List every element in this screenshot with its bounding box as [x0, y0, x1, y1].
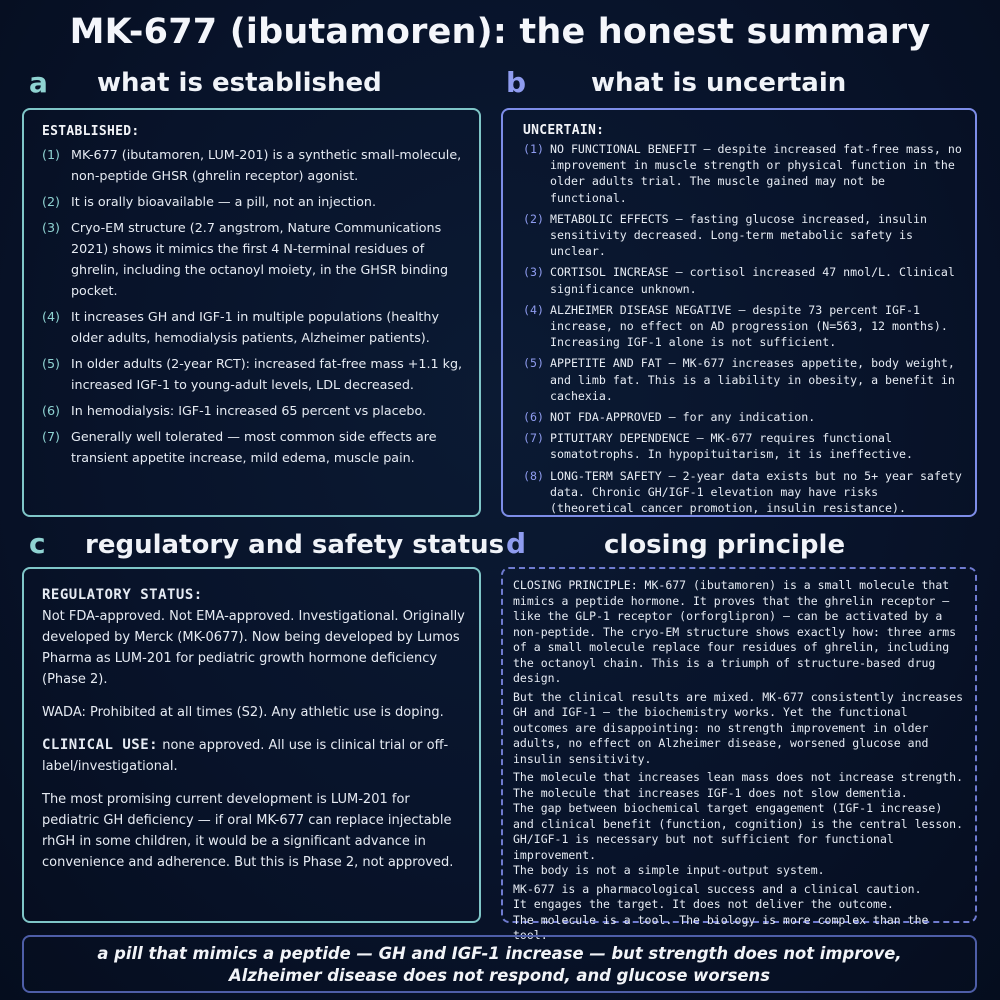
item-number: (3)	[42, 220, 60, 235]
list-item	[42, 426, 469, 468]
closing-line: The gap between biochemical target engagement (IGF-1 increase) and clinical benefit (function, cognition) is the central lesson.	[513, 801, 964, 831]
item-text: PITUITARY DEPENDENCE — MK-677 requires functional somatotrophs. In hypopituitarism, it is ineffective.	[550, 431, 913, 462]
established-label: ESTABLISHED:	[42, 124, 140, 139]
list-item	[42, 144, 469, 186]
list-item	[42, 191, 469, 212]
item-text: LONG-TERM SAFETY — 2-year data exists but no 5+ year safety data. Chronic GH/IGF-1 elevation may have risks (theoretical cancer promotion, insulin resistance).	[550, 468, 962, 516]
panel-b-letter: b	[506, 66, 527, 99]
item-text: Cryo-EM structure (2.7 angstrom, Nature Communications 2021) shows it mimics the first 4 N-terminal residues of ghrelin, including the octanoyl moiety, in the GHSR binding pocket.	[71, 220, 449, 298]
item-text: CORTISOL INCREASE — cortisol increased 47 nmol/L. Clinical significance unknown.	[550, 265, 955, 296]
closing-line: The molecule that increases lean mass does not increase strength.	[513, 770, 964, 784]
item-text: ALZHEIMER DISEASE NEGATIVE — despite 73 percent IGF-1 increase, no effect on AD progression (N=563, 12 months). Increasing IGF-1 alone is not sufficient.	[550, 302, 948, 350]
list-item	[523, 141, 963, 206]
closing-line: The molecule that increases IGF-1 does not slow dementia.	[513, 785, 908, 800]
item-number: (5)	[523, 356, 544, 371]
panel-d-letter: d	[506, 527, 527, 560]
clinical-use-label: CLINICAL USE:	[42, 737, 159, 753]
closing-line: The molecule is a tool. The biology is more complex than the tool.	[513, 912, 929, 942]
panel-a-heading: what is established	[97, 68, 382, 98]
list-item	[42, 217, 469, 301]
promising-text: The most promising current development is LUM-201 for pediatric GH deficiency — if oral MK-677 can replace injectable rhGH in some children, it would be a significant advance in convenience and adherence. But this is Phase 2, not approved.	[42, 792, 454, 870]
list-item	[42, 353, 469, 395]
list-item	[523, 355, 963, 404]
list-item	[523, 264, 963, 296]
regulatory-panel	[22, 567, 481, 923]
page-title: MK-677 (ibutamoren): the honest summary	[69, 12, 931, 52]
footer-line-2: Alzheimer disease does not respond, and glucose worsens	[229, 966, 770, 985]
item-number: (3)	[523, 265, 544, 280]
wada-text: WADA: Prohibited at all times (S2). Any athletic use is doping.	[42, 705, 444, 720]
item-number: (4)	[42, 309, 60, 324]
established-panel	[22, 108, 481, 517]
item-text: In older adults (2-year RCT): increased fat-free mass +1.1 kg, increased IGF-1 to young-adult levels, LDL decreased.	[71, 356, 463, 392]
panel-a-letter: a	[29, 66, 48, 99]
item-number: (8)	[523, 468, 544, 483]
clinical-use-text: none approved. All use is clinical trial or off-label/investigational.	[42, 738, 449, 774]
list-item	[523, 468, 963, 517]
list-item	[523, 409, 963, 425]
list-item	[523, 430, 963, 462]
closing-line: It engages the target. It does not deliver the outcome.	[513, 897, 894, 911]
panel-b-heading: what is uncertain	[591, 68, 847, 98]
list-item	[42, 306, 469, 348]
closing-para-1: CLOSING PRINCIPLE: MK-677 (ibutamoren) is a small molecule that mimics a peptide hormone. It proves that the ghrelin receptor — like the GLP-1 receptor (orforglipron) — can be activated by a non-peptide. The cryo-EM structure shows exactly how: three arms of a small molecule replace four residues of ghrelin, including the octanoyl chain. This is a triumph of structure-based drug design.	[513, 578, 957, 685]
item-number: (2)	[42, 194, 60, 209]
footer-line-1: a pill that mimics a peptide — GH and IGF-1 increase — but strength does not improve,	[97, 944, 902, 963]
item-number: (6)	[523, 410, 544, 425]
uncertain-list	[523, 141, 963, 516]
panel-c-letter: c	[29, 527, 46, 560]
closing-panel	[501, 567, 977, 942]
item-text: NO FUNCTIONAL BENEFIT — despite increased fat-free mass, no improvement in muscle strength or physical function in the older adults trial. The muscle gained may not be functional.	[550, 142, 962, 205]
list-item	[523, 211, 963, 260]
regulatory-text: Not FDA-approved. Not EMA-approved. Investigational. Originally developed by Merck (MK-0677). Now being developed by Lumos Pharma as LUM-201 for pediatric growth hormone deficiency (Phase 2).	[42, 609, 465, 687]
item-number: (6)	[42, 403, 60, 418]
closing-para-2: But the clinical results are mixed. MK-677 consistently increases GH and IGF-1 — the biochemistry works. Yet the functional outcomes are disappointing: no strength improvement in older adults, no effect on Alzheimer disease, worsened glucose and insulin sensitivity.	[513, 689, 964, 766]
footer-text	[24, 943, 975, 987]
item-text: APPETITE AND FAT — MK-677 increases appetite, body weight, and limb fat. This is a liability in obesity, a benefit in cachexia.	[550, 356, 955, 403]
list-item	[523, 302, 963, 351]
item-number: (7)	[42, 429, 60, 444]
clinical-use	[42, 735, 467, 777]
item-number: (2)	[523, 211, 544, 226]
item-text: It is orally bioavailable — a pill, not an injection.	[71, 194, 376, 209]
item-text: NOT FDA-APPROVED — for any indication.	[550, 410, 816, 425]
item-text: In hemodialysis: IGF-1 increased 65 percent vs placebo.	[71, 403, 427, 418]
uncertain-panel	[501, 108, 977, 517]
closing-line: The body is not a simple input-output system.	[513, 863, 825, 877]
panel-c-heading: regulatory and safety status	[85, 530, 505, 560]
summary-footer	[22, 935, 977, 993]
panel-d-heading: closing principle	[604, 530, 846, 560]
item-number: (7)	[523, 431, 544, 446]
item-number: (4)	[523, 302, 544, 317]
closing-line: MK-677 is a pharmacological success and a clinical caution.	[513, 881, 922, 896]
item-text: MK-677 (ibutamoren, LUM-201) is a synthetic small-molecule, non-peptide GHSR (ghrelin receptor) agonist.	[71, 147, 462, 183]
item-text: It increases GH and IGF-1 in multiple populations (healthy older adults, hemodialysis patients, Alzheimer patients).	[71, 309, 439, 345]
item-text: Generally well tolerated — most common side effects are transient appetite increase, mild edema, muscle pain.	[71, 429, 437, 465]
item-number: (1)	[523, 142, 544, 156]
item-number: (5)	[42, 356, 60, 371]
closing-para-3	[513, 770, 967, 879]
item-number: (1)	[42, 147, 60, 162]
regulatory-label: REGULATORY STATUS:	[42, 587, 203, 603]
closing-line: GH/IGF-1 is necessary but not sufficient for functional improvement.	[513, 832, 894, 862]
list-item	[42, 400, 469, 421]
item-text: METABOLIC EFFECTS — fasting glucose increased, insulin sensitivity decreased. Long-term metabolic safety is unclear.	[550, 211, 927, 259]
established-list	[42, 144, 469, 468]
uncertain-label: UNCERTAIN:	[523, 123, 605, 138]
